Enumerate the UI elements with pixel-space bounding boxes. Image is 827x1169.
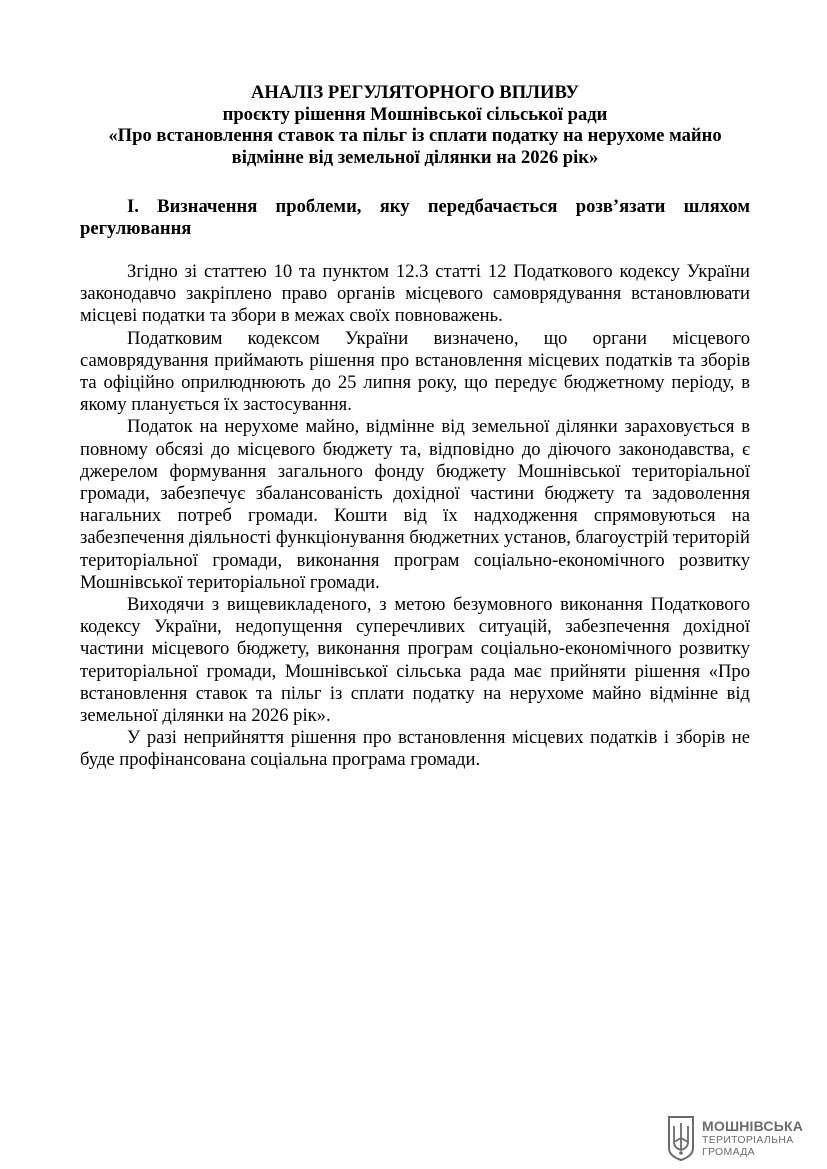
logo-line-3: ГРОМАДА [702,1145,755,1158]
community-logo [666,1113,816,1163]
section-body [80,261,750,772]
document-title [80,82,750,168]
section-heading: І. Визначення проблеми, яку передбачається розв’язати шляхом регулювання [80,196,750,239]
title-line-1: АНАЛІЗ РЕГУЛЯТОРНОГО ВПЛИВУ [250,82,580,103]
trident-icon [666,1114,696,1162]
paragraph: У разі неприйняття рішення про встановлення місцевих податків і зборів не буде профінансована соціальна програма громади. [80,727,750,771]
title-line-2: проєкту рішення Мошнівської сільської ради [222,103,608,125]
document-page [80,82,750,772]
paragraph: Виходячи з вищевикладеного, з метою безумовного виконання Податкового кодексу України, недопущення суперечливих ситуацій, забезпечення дохідної частини місцевого бюджету, виконання програм соціально-економічного розвитку територіальної громади, Мошнівської сільська рада має прийняти рішення «Про встановлення ставок та пільг із сплати податку на нерухоме майно відмінне від земельної ділянки на 2026 рік». [80,594,750,727]
title-line-4: відмінне від земельної ділянки на 2026 рік» [231,146,599,168]
logo-line-2: ТЕРИТОРІАЛЬНА [702,1133,794,1146]
paragraph: Податок на нерухоме майно, відмінне від земельної ділянки зараховується в повному обсязі до місцевого бюджету та, відповідно до діючого законодавства, є джерелом формування загального фонду бюджету Мошнівської територіальної громади, забезпечує збалансованість дохідної частини бюджету та задоволення нагальних потреб громади. Кошти від їх надходження спрямовуються на забезпечення діяльності функціонування бюджетних установ, благоустрій територій територіальної громади, виконання програм соціально-економічного розвитку Мошнівської територіальної громади. [80,416,750,593]
paragraph: Згідно зі статтею 10 та пунктом 12.3 статті 12 Податкового кодексу України законодавчо закріплено право органів місцевого самоврядування встановлювати місцеві податки та збори в межах своїх повноважень. [80,261,750,327]
logo-text [702,1119,803,1158]
paragraph: Податковим кодексом України визначено, що органи місцевого самоврядування приймають рішення про встановлення місцевих податків та зборів та офіційно оприлюднюють до 25 липня року, що передує бюджетному періоду, в якому планується їх застосування. [80,327,750,416]
logo-line-1: МОШНІВСЬКА [702,1117,804,1134]
title-line-3: «Про встановлення ставок та пільг із сплати податку на нерухоме майно [108,125,722,146]
